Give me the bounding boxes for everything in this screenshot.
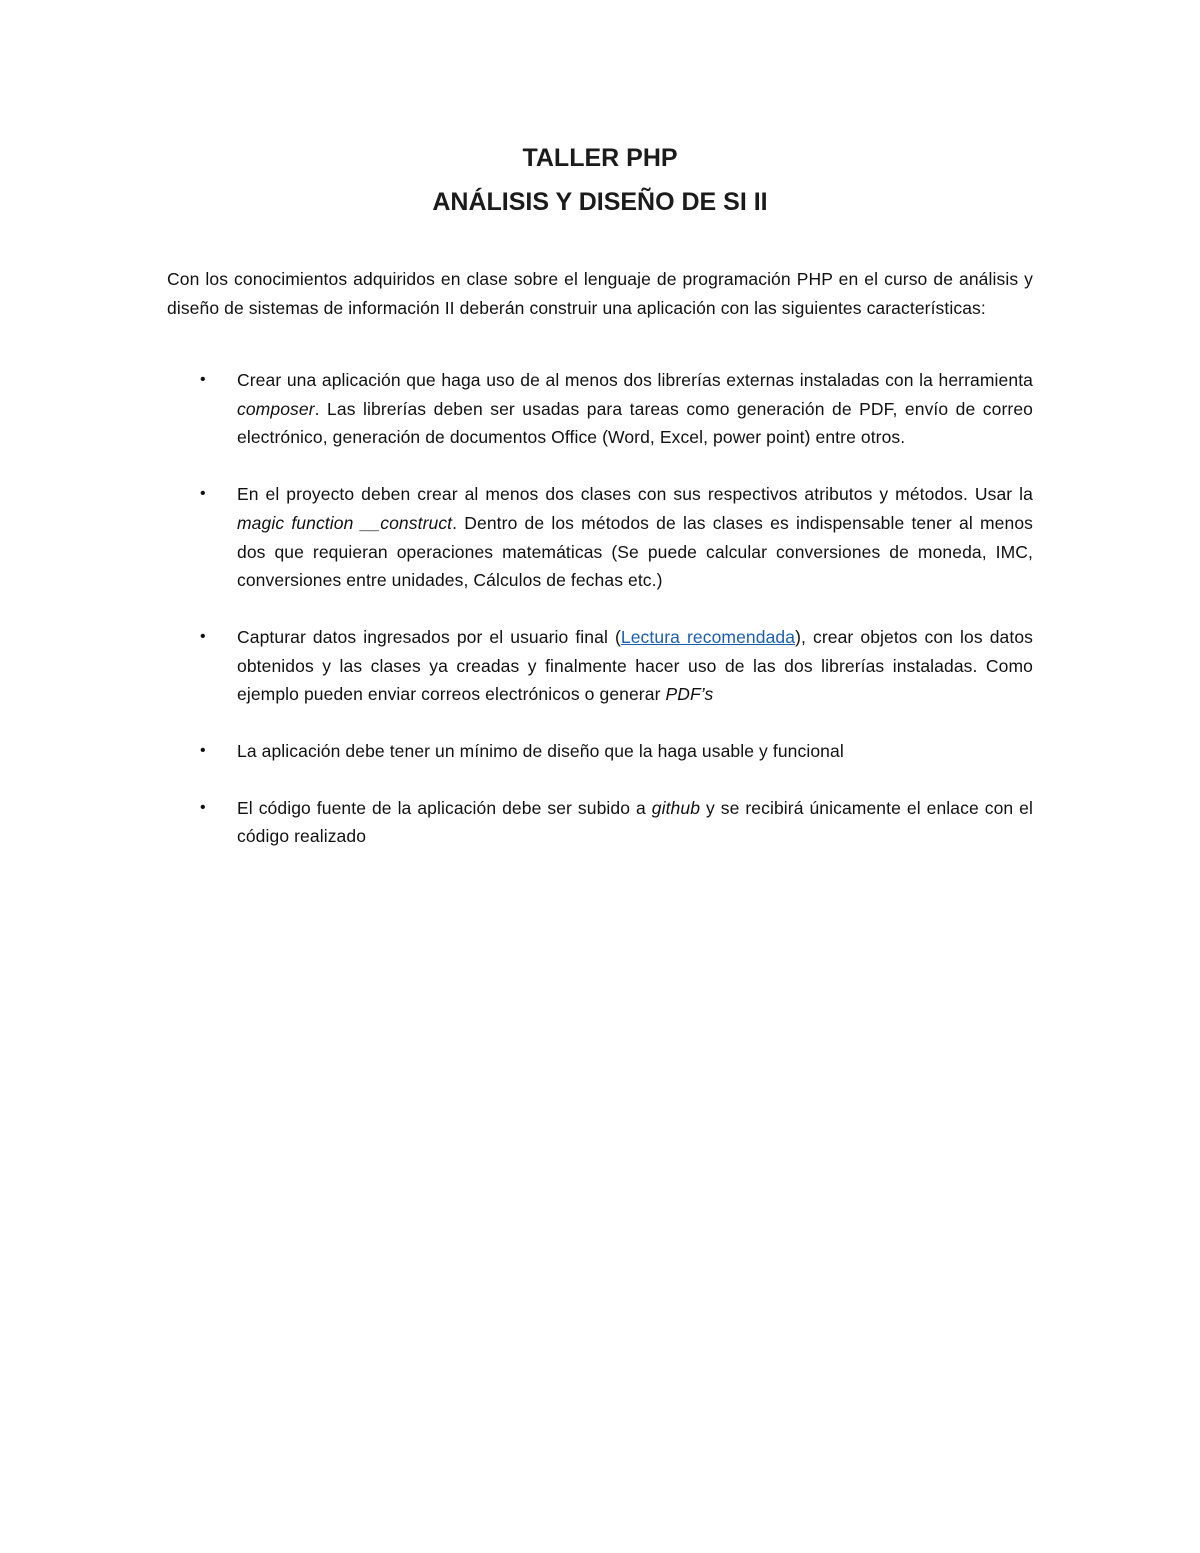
list-item — [167, 623, 1033, 709]
bullet-text: El código fuente de la aplicación debe ser subido a — [237, 797, 652, 818]
bullet-text: En el proyecto deben crear al menos dos clases con sus respectivos atributos y métodos. Usar la — [237, 484, 1033, 505]
bullet-icon: • — [200, 485, 206, 503]
bullet-text: Capturar datos ingresados por el usuario final ( — [237, 626, 621, 647]
bullet-icon: • — [200, 627, 206, 645]
bullet-text: . Las librerías deben ser usadas para tareas como generación de PDF, envío de correo electrónico, generación de documentos Office (Word, Excel, power point) entre otros. — [237, 398, 1033, 448]
list-item — [167, 737, 1033, 766]
list-item — [167, 794, 1033, 851]
intro-paragraph: Con los conocimientos adquiridos en clase sobre el lenguaje de programación PHP en el curso de análisis y diseño de sistemas de información II deberán construir una aplicación con las siguientes características: — [167, 269, 1033, 318]
document-subtitle: ANÁLISIS Y DISEÑO DE SI II — [432, 188, 768, 216]
bullet-icon: • — [200, 371, 206, 388]
bullet-emphasis: github — [651, 797, 701, 818]
list-item — [167, 366, 1033, 452]
bullet-emphasis: composer — [237, 398, 315, 419]
bullet-text: . Dentro de los métodos de las clases es indispensable tener al menos dos que requieran operaciones matemáticas (Se puede calcular conversiones de moneda, IMC, conversiones entre unidades, Cálculos de fechas etc.) — [237, 512, 1034, 591]
bullet-text: La aplicación debe tener un mínimo de diseño que la haga usable y funcional — [237, 741, 844, 762]
bullet-emphasis: magic function __construct — [237, 512, 453, 533]
requirements-list — [167, 366, 1033, 851]
recommended-reading-link[interactable]: Lectura recomendada — [620, 626, 796, 647]
bullet-text: Crear una aplicación que haga uso de al menos dos librerías externas instaladas con la herramienta — [237, 370, 1033, 390]
bullet-text: ), crear objetos con los datos obtenidos y las clases ya creadas y finalmente hacer uso de las dos librerías instaladas. Como ejemplo pueden enviar correos electrónicos o generar — [237, 626, 1034, 705]
bullet-icon: • — [200, 798, 206, 816]
list-item — [167, 480, 1033, 595]
bullet-emphasis: PDF’s — [665, 684, 714, 705]
document-title: TALLER PHP — [522, 144, 678, 172]
bullet-text: y se recibirá únicamente el enlace con el código realizado — [237, 797, 1033, 847]
bullet-icon: • — [200, 742, 206, 760]
